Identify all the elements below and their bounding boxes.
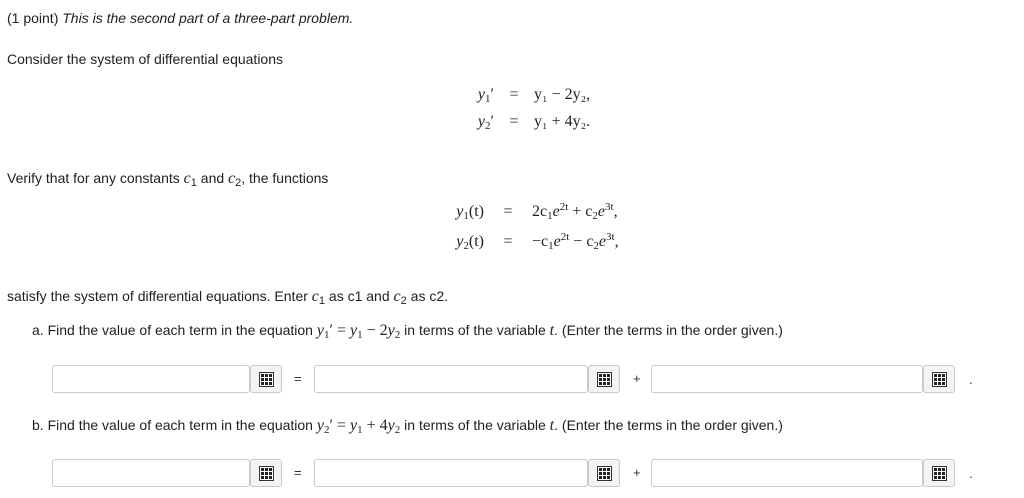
satisfy-text: satisfy the system of differential equations. Enter $c_1$ as c1 and $c_2$ as c2.	[7, 288, 449, 307]
part-b-term-3-palette-button[interactable]	[923, 459, 955, 487]
part-a-term-1-field[interactable]	[52, 365, 250, 393]
plus-sign: +	[633, 465, 641, 480]
part-a-prompt: a. Find the value of each term in the equation $y_1' = y_1 - 2y_2$ in terms of the variable t. (Enter the terms in the order given.)	[32, 322, 783, 341]
plus-sign: +	[633, 371, 641, 386]
ode-rhs-2: y₁ + 4y₂.	[534, 113, 591, 130]
part-a-term-3-field[interactable]	[651, 365, 923, 393]
consider-text: Consider the system of differential equations	[7, 51, 284, 67]
part-a-term-2-field[interactable]	[314, 365, 588, 393]
problem-intro	[7, 10, 353, 26]
solution-2: $-c_1e^{2t} - c_2e^{3t}$,	[532, 231, 619, 252]
equation-editor-icon	[932, 372, 947, 387]
equation-editor-icon	[597, 372, 612, 387]
part-b-term-1-field[interactable]	[52, 459, 250, 487]
end-period: .	[969, 466, 973, 481]
part-b-term-1-palette-button[interactable]	[250, 459, 282, 487]
part-a-term-1-palette-button[interactable]	[250, 365, 282, 393]
part-b-term-2-palette-button[interactable]	[588, 459, 620, 487]
part-a-term-3-input[interactable]	[652, 366, 922, 392]
ode-system: $y_1'$ = y₁ − 2y₂, $y_2'$ = y₁ + 4y₂.	[462, 86, 634, 131]
equation-editor-icon	[259, 466, 274, 481]
part-label: This is the second part of a three-part problem.	[62, 10, 354, 26]
part-b-term-2-input[interactable]	[315, 460, 587, 486]
part-b-term-3-field[interactable]	[651, 459, 923, 487]
part-a-term-2-palette-button[interactable]	[588, 365, 620, 393]
part-b-term-1-input[interactable]	[53, 460, 249, 486]
verify-text: Verify that for any constants $c_1$ and $c_2$, the functions	[7, 170, 329, 189]
points-label: (1 point)	[7, 10, 59, 26]
end-period: .	[969, 372, 973, 387]
part-b-prompt: b. Find the value of each term in the equation $y_2' = y_1 + 4y_2$ in terms of the variable t. (Enter the terms in the order given.)	[32, 417, 783, 436]
equation-editor-icon	[259, 372, 274, 387]
equals-sign: =	[294, 465, 302, 480]
ode-rhs-1: y₁ − 2y₂,	[534, 86, 591, 103]
part-a-term-3-palette-button[interactable]	[923, 365, 955, 393]
part-b-term-2-field[interactable]	[314, 459, 588, 487]
part-b-term-3-input[interactable]	[652, 460, 922, 486]
solution-functions: $y_1(t)$ = $2c_1e^{2t} + c_2e^{3t}$, $y_2(t)$ = $-c_1e^{2t} - c_2e^{3t}$,	[436, 203, 682, 251]
part-a-term-1-input[interactable]	[53, 366, 249, 392]
equation-editor-icon	[932, 466, 947, 481]
equals-sign: =	[294, 371, 302, 386]
equation-editor-icon	[597, 466, 612, 481]
part-a-term-2-input[interactable]	[315, 366, 587, 392]
solution-1: $2c_1e^{2t} + c_2e^{3t}$,	[532, 201, 618, 222]
